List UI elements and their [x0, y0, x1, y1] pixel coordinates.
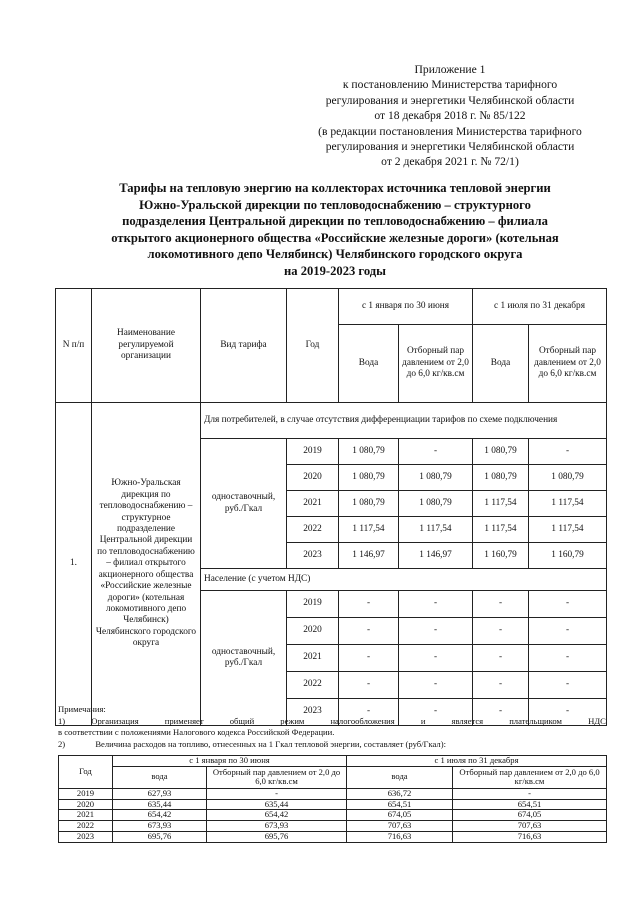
- notes: [58, 704, 606, 750]
- fuel-year-cell: 2021: [59, 810, 113, 821]
- note-1-word: налогообложения: [330, 715, 395, 726]
- note-1: [58, 716, 606, 728]
- steam-h2-cell: -: [529, 645, 607, 672]
- fuel-header-steam-2: Отборный пар давлением от 2,0 до 6,0 кг/кв.см: [453, 766, 607, 788]
- fuel-steam-h2-cell: 707,63: [453, 821, 607, 832]
- water-h1-cell: -: [339, 672, 399, 699]
- steam-h2-cell: -: [529, 699, 607, 726]
- table-row: [59, 810, 607, 821]
- note-1-word: применяет: [164, 715, 204, 726]
- steam-h1-cell: 1 117,54: [399, 517, 473, 543]
- organization-name: Южно-Уральская дирекция по тепловодоснабжению – структурное подразделение Центральной дирекции по тепловодоснабжению – филиал открытого акционерного общества «Российские железные дороги» (котельная локомотивного депо Челябинск) Челябинского городского округа: [92, 403, 201, 726]
- title-line: открытого акционерного общества «Российские железные дороги» (котельная: [111, 230, 559, 245]
- title-line: на 2019-2023 годы: [284, 263, 386, 278]
- fuel-steam-h2-cell: 654,51: [453, 799, 607, 810]
- water-h2-cell: 1 160,79: [473, 543, 529, 569]
- water-h2-cell: 1 117,54: [473, 491, 529, 517]
- notes-heading: Примечания:: [58, 704, 106, 714]
- steam-h2-cell: 1 160,79: [529, 543, 607, 569]
- tariff-table: [55, 288, 607, 726]
- steam-h2-cell: -: [529, 618, 607, 645]
- water-h2-cell: -: [473, 672, 529, 699]
- fuel-steam-h1-cell: 654,42: [207, 810, 347, 821]
- water-h2-cell: 1 080,79: [473, 465, 529, 491]
- note-1-word: является: [451, 715, 484, 726]
- header-period-2: с 1 июля по 31 декабря: [473, 289, 607, 325]
- water-h2-cell: -: [473, 645, 529, 672]
- fuel-steam-h1-cell: -: [207, 788, 347, 799]
- fuel-year-cell: 2019: [59, 788, 113, 799]
- title-line: подразделения Центральной дирекции по тепловодоснабжению – филиала: [122, 214, 548, 229]
- note-1-word: режим: [280, 715, 305, 726]
- header-period-1: с 1 января по 30 июня: [339, 289, 473, 325]
- water-h1-cell: 1 117,54: [339, 517, 399, 543]
- fuel-water-h2-cell: 674,05: [347, 810, 453, 821]
- steam-h2-cell: 1 117,54: [529, 491, 607, 517]
- fuel-water-h1-cell: 635,44: [113, 799, 207, 810]
- note-1-line-2: в соответствии с положениями Налогового кодекса Российской Федерации.: [58, 727, 335, 737]
- steam-h2-cell: -: [529, 672, 607, 699]
- note-2-number: 2): [58, 738, 66, 749]
- water-h1-cell: 1 146,97: [339, 543, 399, 569]
- fuel-water-h1-cell: 695,76: [113, 831, 207, 842]
- note-2-text: Величина расходов на топливо, отнесенных на 1 Гкал тепловой энергии, составляет (руб/Гкал):: [95, 738, 446, 749]
- fuel-header-water-2: вода: [347, 766, 453, 788]
- group-label: Для потребителей, в случае отсутствия дифференциации тарифов по схеме подключения: [201, 403, 607, 439]
- water-h1-cell: -: [339, 699, 399, 726]
- table-row: [59, 799, 607, 810]
- fuel-year-cell: 2022: [59, 821, 113, 832]
- water-h2-cell: -: [473, 699, 529, 726]
- fuel-header-period-1: с 1 января по 30 июня: [113, 756, 347, 767]
- fuel-water-h1-cell: 654,42: [113, 810, 207, 821]
- document-title: [60, 180, 610, 280]
- year-cell: 2022: [287, 672, 339, 699]
- note-1-number: 1): [58, 715, 66, 726]
- table-row: [59, 831, 607, 842]
- title-line: Южно-Уральской дирекции по тепловодоснабжению – структурного: [139, 197, 531, 212]
- header-steam-2: Отборный пар давлением от 2,0 до 6,0 кг/кв.см: [529, 325, 607, 403]
- fuel-steam-h2-cell: 716,63: [453, 831, 607, 842]
- water-h2-cell: -: [473, 618, 529, 645]
- steam-h1-cell: -: [399, 645, 473, 672]
- steam-h2-cell: 1 117,54: [529, 517, 607, 543]
- note-1-word: НДС: [588, 715, 606, 726]
- title-line: локомотивного депо Челябинск) Челябинского городского округа: [147, 247, 523, 262]
- water-h2-cell: 1 117,54: [473, 517, 529, 543]
- fuel-water-h2-cell: 636,72: [347, 788, 453, 799]
- year-cell: 2021: [287, 645, 339, 672]
- fuel-year-cell: 2023: [59, 831, 113, 842]
- year-cell: 2020: [287, 465, 339, 491]
- fuel-water-h2-cell: 716,63: [347, 831, 453, 842]
- steam-h1-cell: -: [399, 439, 473, 465]
- note-1-word: и: [420, 715, 426, 726]
- fuel-steam-h1-cell: 673,93: [207, 821, 347, 832]
- table-row: [59, 821, 607, 832]
- fuel-header-water-1: вода: [113, 766, 207, 788]
- water-h1-cell: 1 080,79: [339, 439, 399, 465]
- steam-h1-cell: 1 146,97: [399, 543, 473, 569]
- water-h2-cell: 1 080,79: [473, 439, 529, 465]
- water-h1-cell: 1 080,79: [339, 491, 399, 517]
- steam-h2-cell: -: [529, 439, 607, 465]
- year-cell: 2022: [287, 517, 339, 543]
- appendix-line: (в редакции постановления Министерства тарифного: [318, 124, 582, 138]
- fuel-steam-h1-cell: 635,44: [207, 799, 347, 810]
- tariff-type: одноставочный, руб./Гкал: [201, 439, 287, 569]
- header-tariff-type: Вид тарифа: [201, 289, 287, 403]
- fuel-steam-h2-cell: 674,05: [453, 810, 607, 821]
- year-cell: 2023: [287, 543, 339, 569]
- fuel-header-period-2: с 1 июля по 31 декабря: [347, 756, 607, 767]
- fuel-year-cell: 2020: [59, 799, 113, 810]
- water-h1-cell: -: [339, 591, 399, 618]
- row-number: 1.: [56, 403, 92, 726]
- appendix-line: Приложение 1: [414, 63, 486, 76]
- header-org: Наименование регулируемой организации: [92, 289, 201, 403]
- header-year: Год: [287, 289, 339, 403]
- steam-h1-cell: 1 080,79: [399, 491, 473, 517]
- fuel-water-h2-cell: 707,63: [347, 821, 453, 832]
- water-h2-cell: -: [473, 591, 529, 618]
- appendix-header: [300, 62, 600, 170]
- year-cell: 2019: [287, 439, 339, 465]
- note-1-word: общий: [229, 715, 255, 726]
- appendix-line: регулирования и энергетики Челябинской области: [325, 93, 575, 107]
- note-1-word: Организация: [91, 715, 139, 726]
- appendix-line: к постановлению Министерства тарифного: [342, 78, 558, 92]
- steam-h1-cell: -: [399, 699, 473, 726]
- header-water-2: Вода: [473, 325, 529, 403]
- fuel-water-h1-cell: 627,93: [113, 788, 207, 799]
- header-water-1: Вода: [339, 325, 399, 403]
- note-2: [58, 739, 606, 751]
- appendix-line: от 18 декабря 2018 г. № 85/122: [374, 109, 526, 123]
- fuel-steam-h2-cell: -: [453, 788, 607, 799]
- water-h1-cell: 1 080,79: [339, 465, 399, 491]
- fuel-steam-h1-cell: 695,76: [207, 831, 347, 842]
- steam-h2-cell: 1 080,79: [529, 465, 607, 491]
- year-cell: 2020: [287, 618, 339, 645]
- header-num: N п/п: [56, 289, 92, 403]
- header-steam-1: Отборный пар давлением от 2,0 до 6,0 кг/кв.см: [399, 325, 473, 403]
- table-row: [59, 788, 607, 799]
- title-line: Тарифы на тепловую энергию на коллекторах источника тепловой энергии: [119, 181, 551, 195]
- fuel-water-h2-cell: 654,51: [347, 799, 453, 810]
- note-1-word: плательщиком: [509, 715, 562, 726]
- steam-h1-cell: 1 080,79: [399, 465, 473, 491]
- appendix-line: регулирования и энергетики Челябинской области: [325, 140, 575, 154]
- tariff-type: одноставочный, руб./Гкал: [201, 591, 287, 726]
- steam-h1-cell: -: [399, 672, 473, 699]
- fuel-water-h1-cell: 673,93: [113, 821, 207, 832]
- water-h1-cell: -: [339, 618, 399, 645]
- water-h1-cell: -: [339, 645, 399, 672]
- year-cell: 2019: [287, 591, 339, 618]
- fuel-header-year: Год: [59, 756, 113, 789]
- year-cell: 2023: [287, 699, 339, 726]
- steam-h1-cell: -: [399, 618, 473, 645]
- fuel-header-steam-1: Отборный пар давлением от 2,0 до 6,0 кг/кв.см: [207, 766, 347, 788]
- fuel-cost-table: [58, 755, 607, 843]
- group-label: Население (с учетом НДС): [201, 569, 607, 591]
- appendix-line: от 2 декабря 2021 г. № 72/1): [381, 155, 519, 169]
- year-cell: 2021: [287, 491, 339, 517]
- steam-h2-cell: -: [529, 591, 607, 618]
- steam-h1-cell: -: [399, 591, 473, 618]
